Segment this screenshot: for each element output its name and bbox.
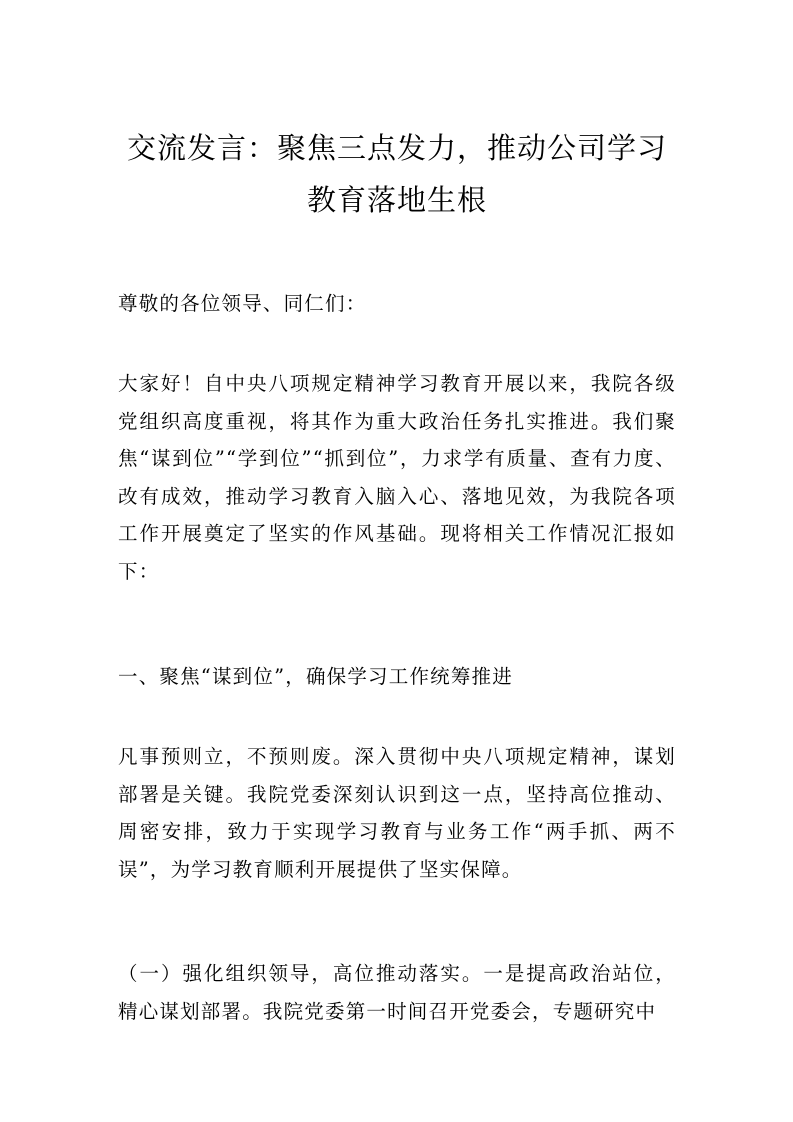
greeting-paragraph: 尊敬的各位领导、同仁们： xyxy=(118,292,367,315)
document-title: 交流发言：聚焦三点发力，推动公司学习教育落地生根 xyxy=(126,131,667,217)
section-body-paragraph: 凡事预则立，不预则废。深入贯彻中央八项规定精神，谋划部署是关键。我院党委深刻认识到这一点，坚持高位推动、周密安排，致力于实现学习教育与业务工作“两手抓、两不误”，为学习教育顺利开展提供了坚实保障。 xyxy=(118,745,676,881)
subsection-paragraph: （一）强化组织领导，高位推动落实。一是提高政治站位，精心谋划部署。我院党委第一时间召开党委会，专题研究中 xyxy=(118,962,676,1023)
section-heading: 一、聚焦“谋到位”，确保学习工作统筹推进 xyxy=(118,665,513,688)
intro-paragraph: 大家好！自中央八项规定精神学习教育开展以来，我院各级党组织高度重视，将其作为重大政治任务扎实推进。我们聚焦“谋到位”“学到位”“抓到位”，力求学有质量、查有力度、改有成效，推动学习教育入脑入心、落地见效，为我院各项工作开展奠定了坚实的作风基础。现将相关工作情况汇报如下： xyxy=(118,372,676,583)
